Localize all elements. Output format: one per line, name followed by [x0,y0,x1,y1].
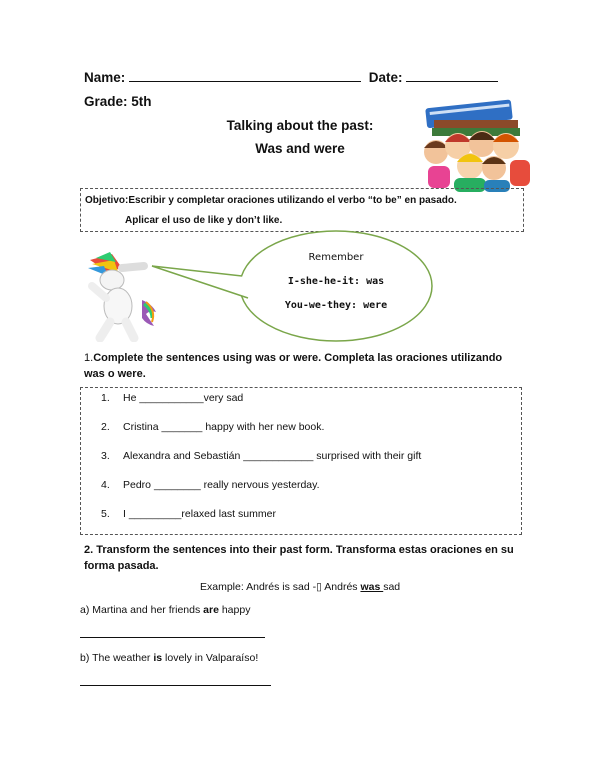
exercise-2-instruction: 2. Transform the sentences into their past form. Transforma estas oraciones en su forma pasada. [84,544,514,572]
sentence-text: I [123,508,129,520]
example-verb: was [360,581,384,593]
sentence-text: Alexandra and Sebastián [123,450,244,462]
sentence-number: 2. [101,421,110,433]
sentence-a [80,604,250,616]
sentence-b-verb: is [153,652,163,664]
answer-line-b[interactable] [80,685,271,686]
sentence-text: Pedro [123,479,154,491]
sentence-b [80,652,258,664]
sentence-text: He [123,392,140,404]
arrow-icon: ▯ [316,581,322,593]
answer-line-a[interactable] [80,637,265,638]
page-title: Talking about the past: [226,118,374,133]
sentence-a-verb: are [203,604,219,616]
name-field[interactable] [129,81,361,82]
exercise-1-box [80,387,522,535]
exercise-1-number: 1. [84,352,94,364]
rule-were: You-we-they: were [284,300,388,311]
date-field[interactable] [406,81,498,82]
rule-was: I-she-he-it: was [287,276,385,287]
answer-blank[interactable]: ___________ [139,392,204,404]
sentence-number: 5. [101,508,110,520]
sentence-2 [101,421,324,433]
sentence-number: 4. [101,479,110,491]
example-text: sad [383,581,401,593]
sentence-text: Cristina [123,421,162,433]
sentence-a-text: happy [218,604,251,616]
kids-reading-illustration [418,96,538,194]
grade-label: Grade: 5th [84,94,152,109]
name-row [84,70,498,85]
sentence-3 [101,450,421,462]
answer-blank[interactable]: _______ [161,421,203,433]
sentence-4 [101,479,320,491]
sentence-1 [101,392,243,404]
sentence-text: relaxed last summer [181,508,276,520]
answer-blank[interactable]: _________ [128,508,182,520]
objective-line-1: Objetivo:Escribir y completar oraciones utilizando el verbo “to be” en pasado. [85,195,457,206]
sentence-b-text: b) The weather [80,652,154,664]
answer-blank[interactable]: ________ [153,479,201,491]
objective-line-2: Aplicar el uso de like y don’t like. [125,215,283,226]
sentence-number: 3. [101,450,110,462]
exercise-1-text: Complete the sentences using was or were. Completa las oraciones utilizando was o were. [84,352,503,380]
answer-blank[interactable]: ____________ [243,450,314,462]
page-subtitle: Was and were [255,141,345,156]
remember-bubble [150,228,440,346]
example-prefix: Example: Andrés is sad - [200,581,317,593]
objective-box [80,188,524,232]
example-sentence [200,581,400,593]
exercise-1-instruction [84,350,514,382]
sentence-5 [101,508,276,520]
sentence-text: surprised with their gift [313,450,422,462]
date-label: Date: [368,70,403,85]
sentence-text: happy with her new book. [202,421,325,433]
sentence-b-text: lovely in Valparaíso! [162,652,259,664]
sentence-number: 1. [101,392,110,404]
sentence-text: really nervous yesterday. [200,479,320,491]
remember-heading: Remember [308,252,364,263]
sentence-text: very sad [203,392,244,404]
sentence-a-text: a) Martina and her friends [80,604,204,616]
name-label: Name: [84,70,126,85]
example-text: Andrés [321,581,361,593]
